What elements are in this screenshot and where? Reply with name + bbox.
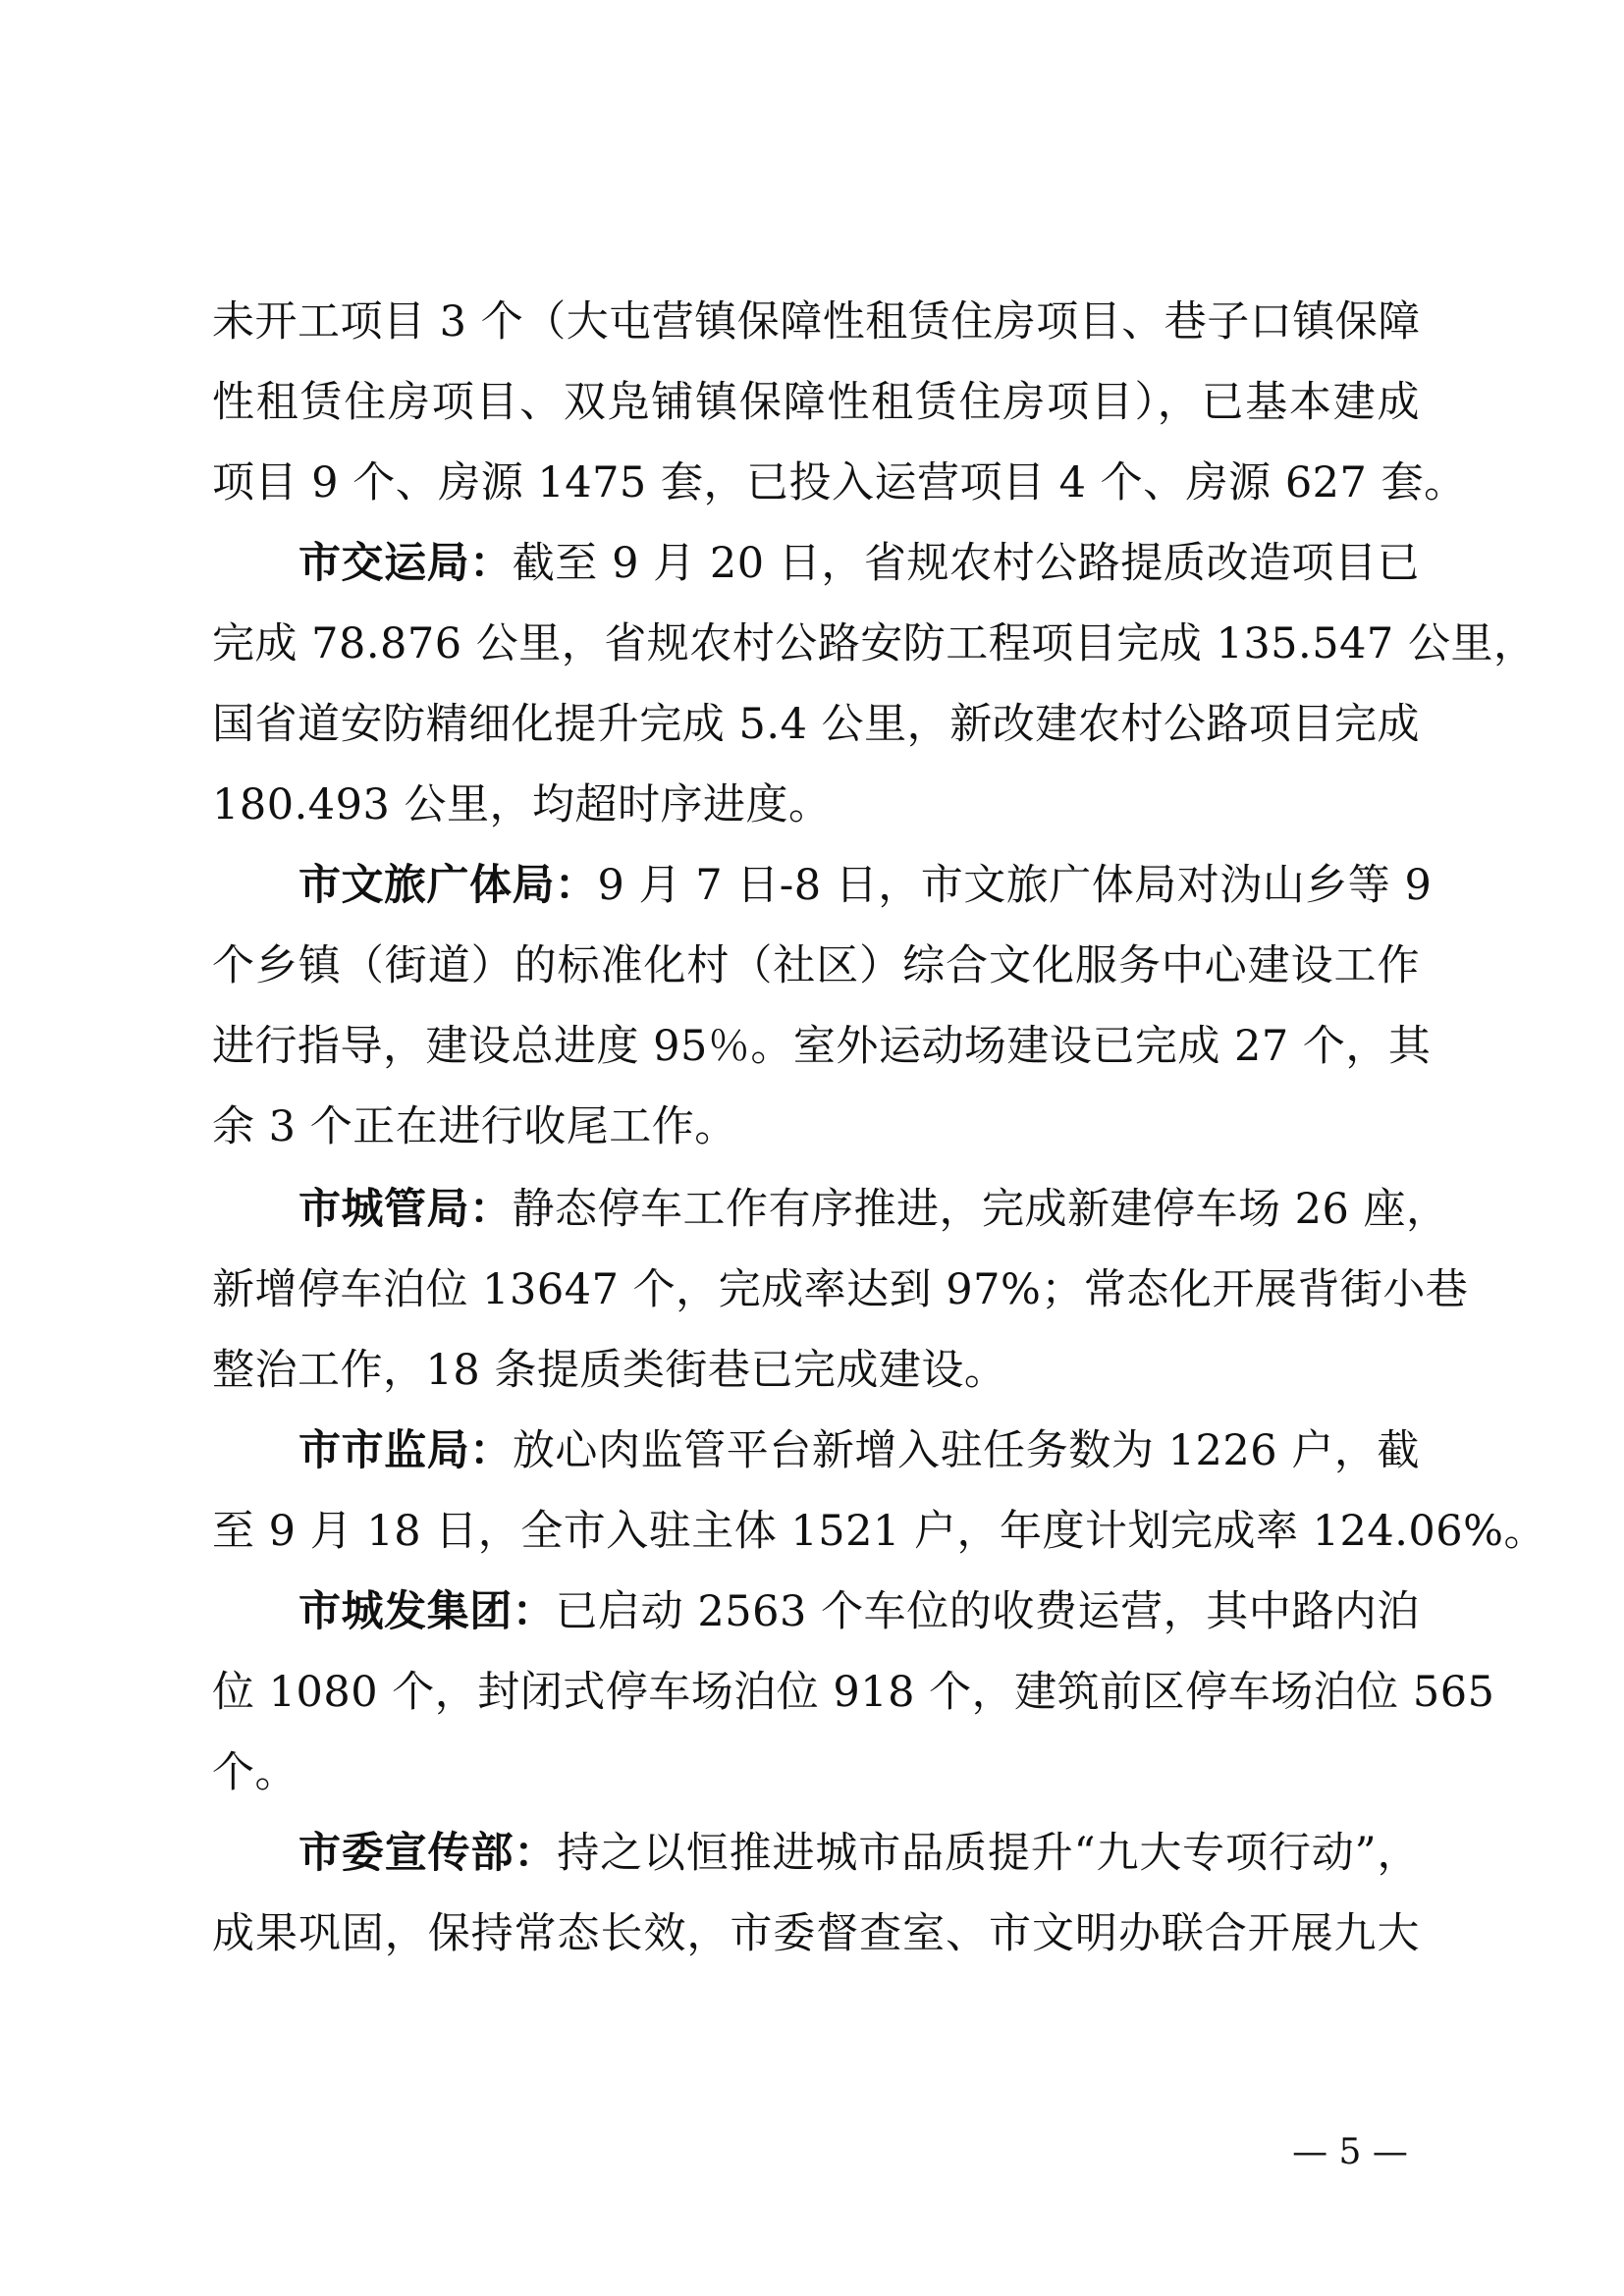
department-label: 市城管局： [298,1185,513,1234]
line-text: 静态停车工作有序推进，完成新建停车场 26 座， [512,1185,1449,1234]
line-text: 整治工作，18 条提质类街巷已完成建设。 [212,1346,1007,1395]
line-text: 放心肉监管平台新增入驻任务数为 1226 户，截 [512,1426,1420,1475]
text-line [212,1005,1432,1088]
line-text: 至 9 月 18 日，全市入驻主体 1521 户，年度计划完成率 124.06%。 [212,1507,1547,1556]
department-label: 市交运局： [298,539,513,588]
line-text: 个乡镇（街道）的标准化村（社区）综合文化服务中心建设工作 [212,941,1420,990]
text-line [212,1086,1420,1168]
paragraph-urban-management-bureau [212,1168,1449,1251]
text-line [212,1893,1420,1975]
line-text: 9 月 7 日-8 日，市文旅广体局对沩山乡等 9 [597,861,1433,910]
text-line [212,361,1420,444]
text-line [212,1732,1420,1814]
line-text: 性租赁住房项目、双凫铺镇保障性租赁住房项目），已基本建成 [212,378,1420,427]
paragraph-publicity-department [212,1812,1420,1895]
department-label: 市市监局： [298,1426,513,1475]
text-line [212,683,1420,766]
line-text: 位 1080 个，封闭式停车场泊位 918 个，建筑前区停车场泊位 565 [212,1668,1495,1717]
line-text: 180.493 公里，均超时序进度。 [212,780,832,829]
text-line [212,925,1420,1007]
line-text: 已启动 2563 个车位的收费运营，其中路内泊 [555,1587,1420,1636]
line-text: 余 3 个正在进行收尾工作。 [212,1102,737,1151]
line-text: 个。 [212,1748,298,1797]
paragraph-market-supervision-bureau [212,1410,1420,1492]
text-line [212,1651,1495,1734]
paragraph-culture-tourism-bureau [212,844,1433,927]
text-line [212,281,1420,363]
text-line [212,764,1420,846]
paragraph-transport-bureau [212,522,1420,605]
line-text: 项目 9 个、房源 1475 套，已投入运营项目 4 个、房源 627 套。 [212,458,1467,507]
line-text: 新增停车泊位 13647 个，完成率达到 97%；常态化开展背街小巷 [212,1265,1469,1314]
line-text: 完成 78.876 公里，省规农村公路安防工程项目完成 135.547 公里， [212,619,1537,668]
line-text: 截至 9 月 20 日，省规农村公路提质改造项目已 [512,539,1421,588]
paragraph-urban-development-group [212,1571,1420,1653]
department-label: 市城发集团： [298,1587,556,1636]
text-line [212,1249,1469,1331]
line-text: 成果巩固，保持常态长效，市委督查室、市文明办联合开展九大 [212,1909,1420,1958]
text-line [212,603,1537,685]
department-label: 市文旅广体局： [298,861,598,910]
text-line [212,1329,1420,1412]
text-line [212,1490,1547,1573]
line-text: 持之以恒推进城市品质提升“九大专项行动”， [557,1829,1421,1878]
line-text: 未开工项目 3 个（大屯营镇保障性租赁住房项目、巷子口镇保障 [212,297,1421,347]
line-text: 进行指导，建设总进度 95％。室外运动场建设已完成 27 个，其 [212,1022,1432,1071]
text-line [212,442,1467,524]
line-text: 国省道安防精细化提升完成 5.4 公里，新改建农村公路项目完成 [212,700,1420,749]
department-label: 市委宣传部： [298,1829,558,1878]
page-number: — 5 — [1292,2132,1408,2172]
